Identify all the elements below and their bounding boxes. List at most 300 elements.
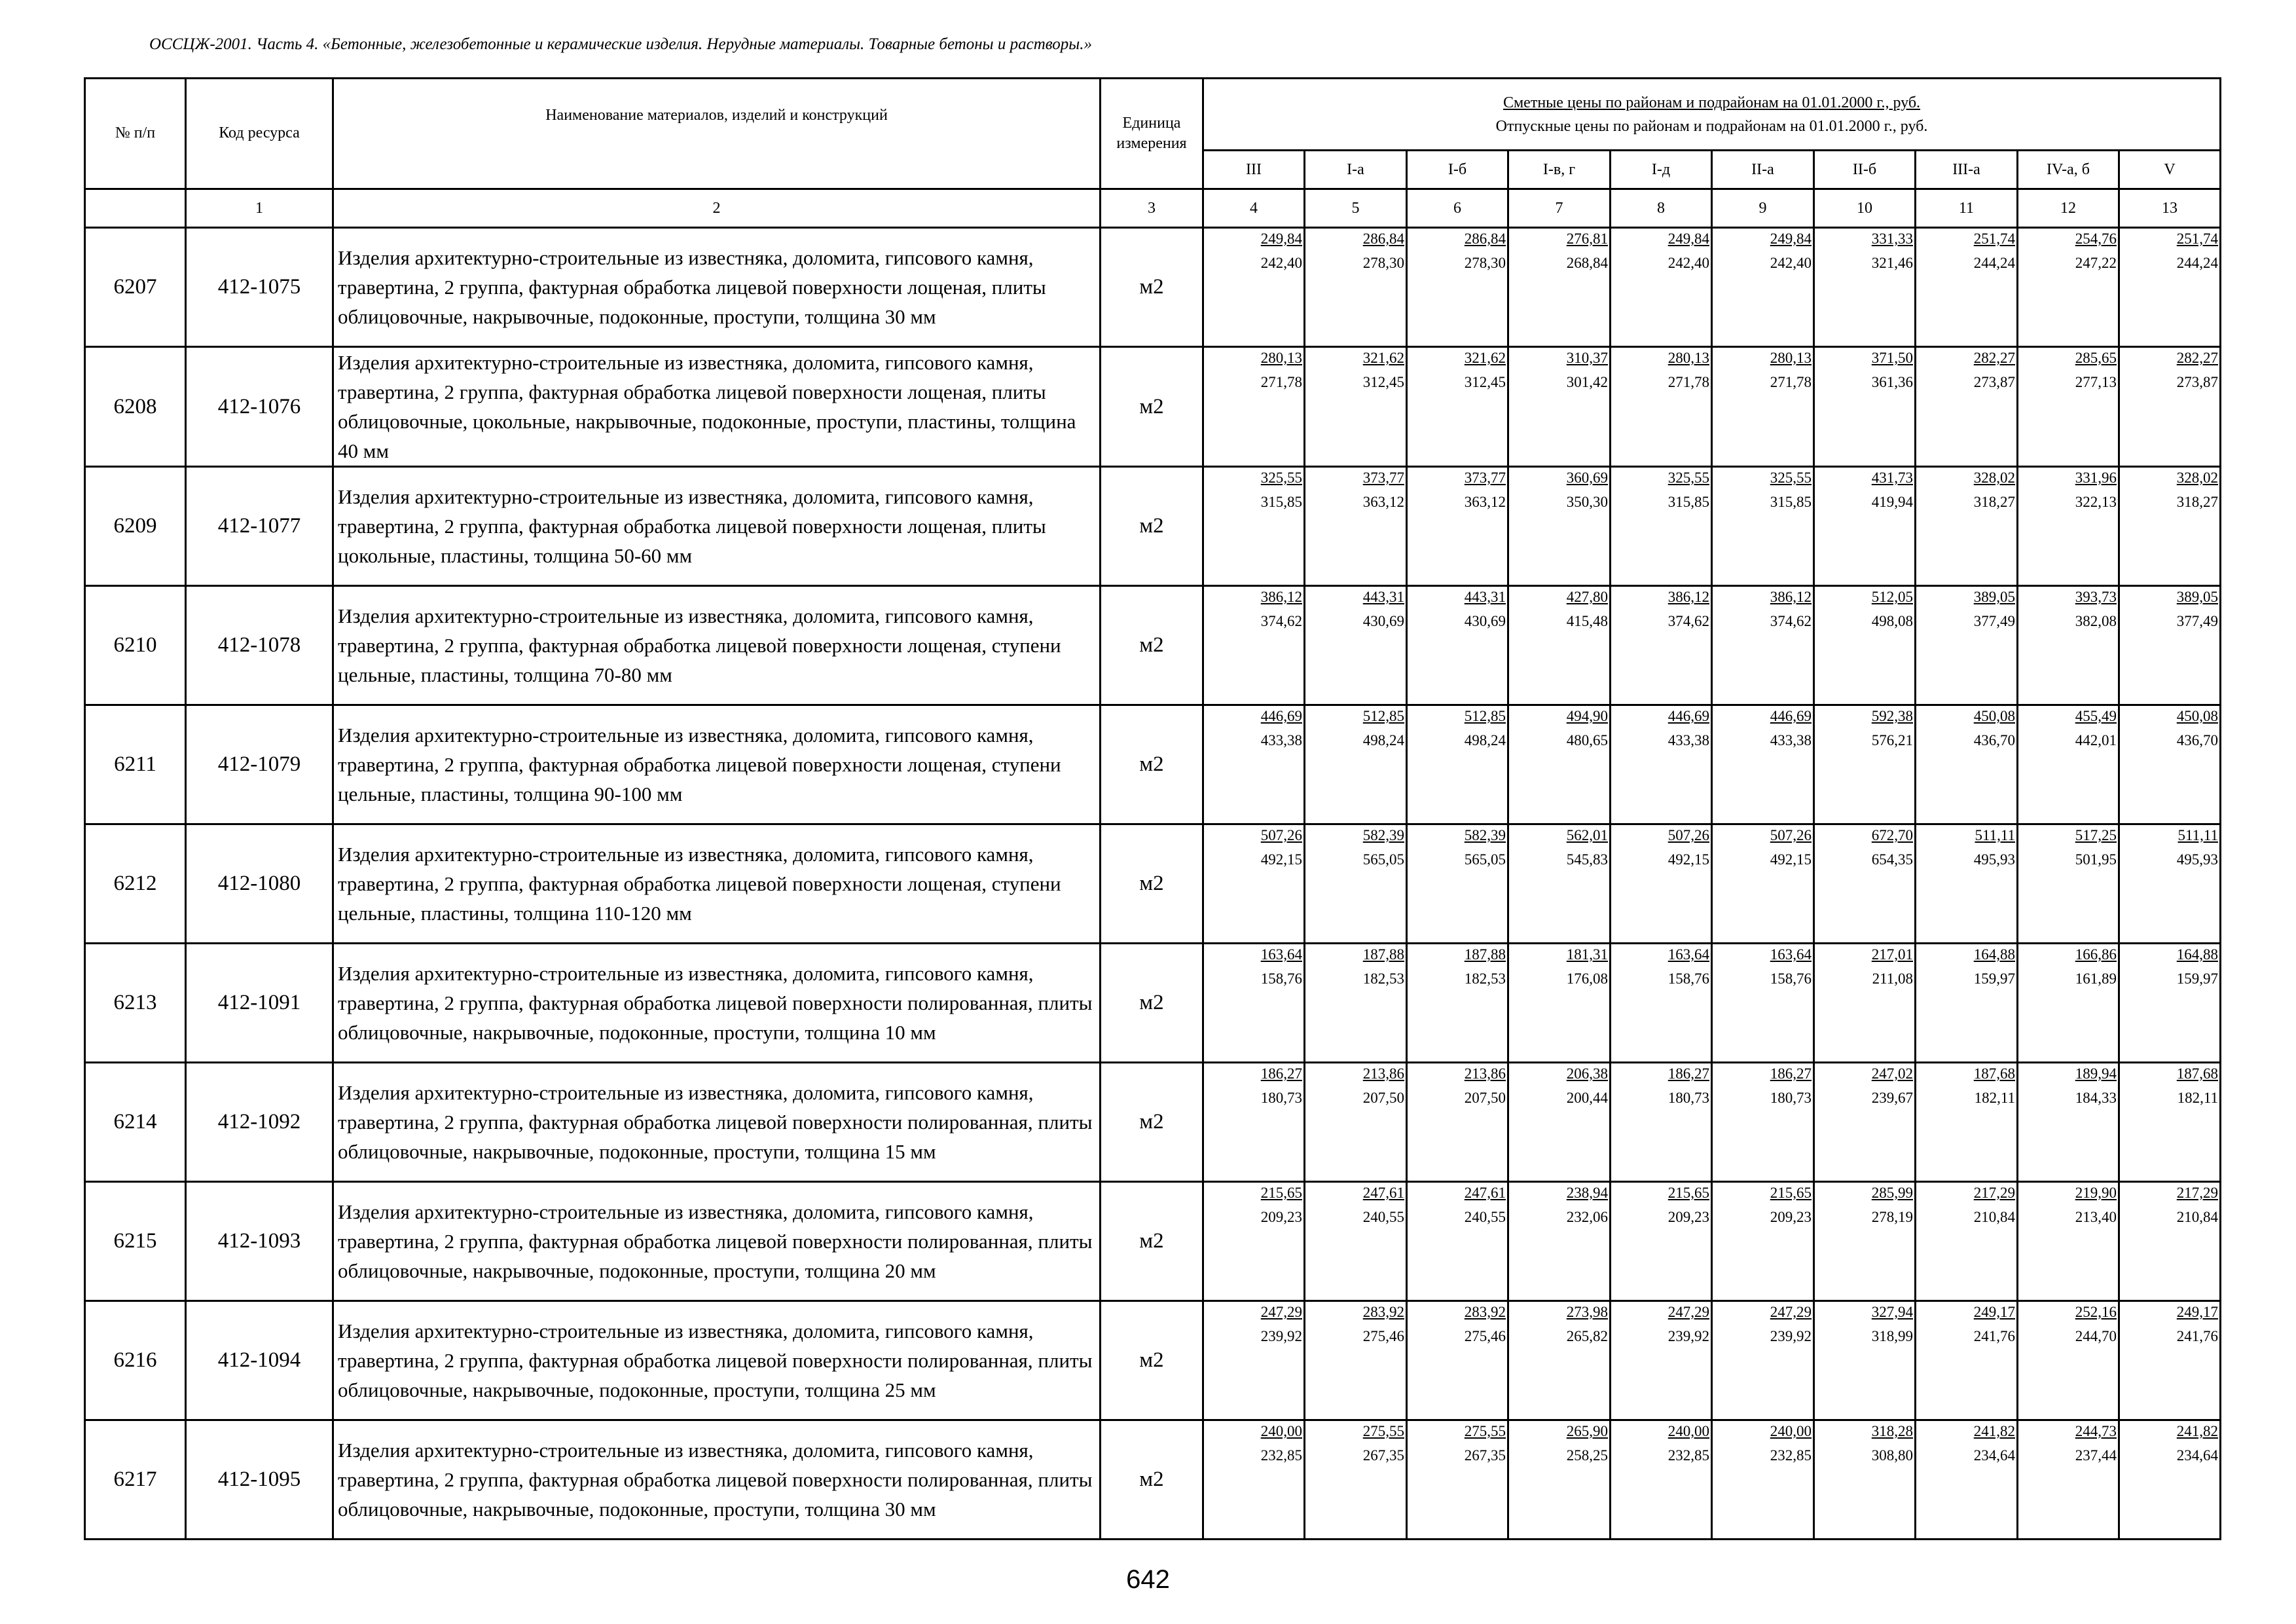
region-header: I-а — [1305, 151, 1407, 189]
estimate-price: 282,27 — [2176, 350, 2219, 366]
estimate-price: 166,86 — [2075, 946, 2117, 963]
estimate-price: 217,29 — [1973, 1185, 2015, 1201]
release-price: 184,33 — [2075, 1089, 2117, 1106]
release-price: 322,13 — [2075, 493, 2117, 510]
estimate-price: 592,38 — [1871, 708, 1913, 724]
release-price: 241,76 — [1973, 1327, 2015, 1344]
row-number: 6217 — [85, 1420, 186, 1540]
price-cell — [1407, 228, 1508, 347]
estimate-price: 446,69 — [1260, 708, 1302, 724]
release-price: 318,27 — [1973, 493, 2015, 510]
row-number: 6212 — [85, 824, 186, 944]
price-cell — [2119, 228, 2221, 347]
estimate-price: 282,27 — [1973, 350, 2015, 366]
resource-code: 412-1094 — [186, 1301, 333, 1420]
estimate-price: 215,65 — [1260, 1185, 1302, 1201]
price-cell — [1508, 467, 1611, 586]
release-price: 301,42 — [1566, 373, 1608, 390]
release-price: 244,70 — [2075, 1327, 2117, 1344]
column-number: 12 — [2018, 189, 2119, 228]
column-number: 7 — [1508, 189, 1611, 228]
estimate-price: 427,80 — [1566, 589, 1608, 605]
price-cell — [1916, 347, 2018, 467]
release-price: 492,15 — [1770, 851, 1812, 868]
material-name: Изделия архитектурно-строительные из известняка, доломита, гипсового камня, травертина, 2 группа, фактурная обработка лицевой поверхности полированная, плиты облицовочные, накрывочные, подоконные, проступи, толщина 10 мм — [333, 944, 1101, 1063]
estimate-price: 517,25 — [2075, 827, 2117, 843]
release-price: 240,55 — [1362, 1208, 1404, 1225]
release-price: 419,94 — [1871, 493, 1913, 510]
release-price: 433,38 — [1260, 731, 1302, 748]
estimate-price: 186,27 — [1260, 1065, 1302, 1082]
release-price: 442,01 — [2075, 731, 2117, 748]
price-cell — [1916, 228, 2018, 347]
resource-code: 412-1093 — [186, 1182, 333, 1301]
region-header: I-в, г — [1508, 151, 1611, 189]
material-name: Изделия архитектурно-строительные из известняка, доломита, гипсового камня, травертина, 2 группа, фактурная обработка лицевой поверхности лощеная, плиты цокольные, пластины, толщина 50-60 мм — [333, 467, 1101, 586]
page-number: 642 — [1126, 1565, 1170, 1594]
price-cell — [1814, 228, 1916, 347]
price-cell — [1611, 228, 1712, 347]
column-number: 13 — [2119, 189, 2221, 228]
column-number — [85, 189, 186, 228]
release-price: 242,40 — [1770, 254, 1812, 271]
release-price: 315,85 — [1770, 493, 1812, 510]
price-cell — [2119, 705, 2221, 824]
region-header: II-б — [1814, 151, 1916, 189]
release-price: 232,85 — [1770, 1447, 1812, 1464]
release-price: 480,65 — [1566, 731, 1608, 748]
estimate-price: 247,02 — [1871, 1065, 1913, 1082]
price-cell — [2119, 1182, 2221, 1301]
document-header-title: ОССЦЖ-2001. Часть 4. «Бетонные, железобетонные и керамические изделия. Нерудные материалы. Товарные бетоны и растворы.» — [149, 35, 1092, 53]
price-cell — [1712, 705, 1814, 824]
estimate-price: 249,17 — [1973, 1304, 2015, 1320]
estimate-price: 247,29 — [1667, 1304, 1709, 1320]
resource-code: 412-1080 — [186, 824, 333, 944]
price-cell — [1407, 1063, 1508, 1182]
price-table — [84, 77, 2221, 1540]
unit-of-measure: м2 — [1101, 586, 1203, 705]
price-cell — [1508, 1063, 1611, 1182]
release-price: 271,78 — [1260, 373, 1302, 390]
row-number: 6207 — [85, 228, 186, 347]
release-price: 158,76 — [1260, 970, 1302, 987]
price-cell — [1508, 944, 1611, 1063]
release-price: 501,95 — [2075, 851, 2117, 868]
material-name: Изделия архитектурно-строительные из известняка, доломита, гипсового камня, травертина, 2 группа, фактурная обработка лицевой поверхности полированная, плиты облицовочные, накрывочные, подоконные, проступи, толщина 30 мм — [333, 1420, 1101, 1540]
table-row — [85, 944, 2221, 1063]
estimate-price: 213,86 — [1464, 1065, 1506, 1082]
release-price: 382,08 — [2075, 612, 2117, 629]
header-prices-estimate: Сметные цены по районам и подрайонам на 01.01.2000 г., руб. — [1503, 94, 1921, 111]
release-price: 278,30 — [1464, 254, 1506, 271]
unit-of-measure: м2 — [1101, 347, 1203, 467]
column-number: 1 — [186, 189, 333, 228]
estimate-price: 373,77 — [1362, 470, 1404, 486]
price-cell — [1203, 1301, 1305, 1420]
estimate-price: 189,94 — [2075, 1065, 2117, 1082]
estimate-price: 286,84 — [1464, 231, 1506, 247]
release-price: 258,25 — [1566, 1447, 1608, 1464]
estimate-price: 446,69 — [1770, 708, 1812, 724]
material-name: Изделия архитектурно-строительные из известняка, доломита, гипсового камня, травертина, 2 группа, фактурная обработка лицевой поверхности лощеная, ступени цельные, пластины, толщина 110-120 мм — [333, 824, 1101, 944]
region-header: IV-а, б — [2018, 151, 2119, 189]
material-name: Изделия архитектурно-строительные из известняка, доломита, гипсового камня, травертина, 2 группа, фактурная обработка лицевой поверхности лощеная, плиты облицовочные, накрывочные, подоконные, проступи, толщина 30 мм — [333, 228, 1101, 347]
price-cell — [1203, 1182, 1305, 1301]
price-cell — [2119, 1301, 2221, 1420]
column-number: 9 — [1712, 189, 1814, 228]
release-price: 492,15 — [1260, 851, 1302, 868]
price-cell — [1203, 705, 1305, 824]
estimate-price: 280,13 — [1770, 350, 1812, 366]
release-price: 182,53 — [1464, 970, 1506, 987]
price-cell — [1508, 1182, 1611, 1301]
unit-of-measure: м2 — [1101, 824, 1203, 944]
estimate-price: 328,02 — [2176, 470, 2219, 486]
estimate-price: 283,92 — [1464, 1304, 1506, 1320]
release-price: 565,05 — [1464, 851, 1506, 868]
release-price: 240,55 — [1464, 1208, 1506, 1225]
estimate-price: 325,55 — [1260, 470, 1302, 486]
unit-of-measure: м2 — [1101, 1063, 1203, 1182]
header-name: Наименование материалов, изделий и конструкций — [333, 79, 1101, 189]
release-price: 275,46 — [1464, 1327, 1506, 1344]
estimate-price: 327,94 — [1871, 1304, 1913, 1320]
estimate-price: 247,29 — [1770, 1304, 1812, 1320]
release-price: 374,62 — [1667, 612, 1709, 629]
price-cell — [1508, 1420, 1611, 1540]
region-header: III-а — [1916, 151, 2018, 189]
estimate-price: 249,84 — [1260, 231, 1302, 247]
release-price: 210,84 — [2176, 1208, 2219, 1225]
estimate-price: 360,69 — [1566, 470, 1608, 486]
price-cell — [1305, 586, 1407, 705]
estimate-price: 310,37 — [1566, 350, 1608, 366]
release-price: 180,73 — [1770, 1089, 1812, 1106]
price-cell — [1203, 824, 1305, 944]
unit-of-measure: м2 — [1101, 1182, 1203, 1301]
release-price: 239,92 — [1770, 1327, 1812, 1344]
release-price: 207,50 — [1464, 1089, 1506, 1106]
price-cell — [2119, 467, 2221, 586]
price-cell — [1814, 1182, 1916, 1301]
price-cell — [1712, 467, 1814, 586]
price-cell — [2119, 1420, 2221, 1540]
estimate-price: 213,86 — [1362, 1065, 1404, 1082]
estimate-price: 241,82 — [1973, 1423, 2015, 1439]
estimate-price: 389,05 — [1973, 589, 2015, 605]
estimate-price: 455,49 — [2075, 708, 2117, 724]
price-cell — [1712, 1301, 1814, 1420]
release-price: 278,19 — [1871, 1208, 1913, 1225]
price-cell — [2018, 824, 2119, 944]
estimate-price: 494,90 — [1566, 708, 1608, 724]
table-row — [85, 228, 2221, 347]
release-price: 207,50 — [1362, 1089, 1404, 1106]
row-number: 6211 — [85, 705, 186, 824]
release-price: 213,40 — [2075, 1208, 2117, 1225]
price-cell — [1916, 467, 2018, 586]
release-price: 318,99 — [1871, 1327, 1913, 1344]
price-cell — [2119, 944, 2221, 1063]
column-number: 2 — [333, 189, 1101, 228]
estimate-price: 163,64 — [1770, 946, 1812, 963]
estimate-price: 276,81 — [1566, 231, 1608, 247]
release-price: 265,82 — [1566, 1327, 1608, 1344]
estimate-price: 164,88 — [1973, 946, 2015, 963]
estimate-price: 450,08 — [2176, 708, 2219, 724]
price-cell — [1305, 467, 1407, 586]
release-price: 271,78 — [1770, 373, 1812, 390]
table-row — [85, 1420, 2221, 1540]
price-cell — [1611, 467, 1712, 586]
release-price: 267,35 — [1362, 1447, 1404, 1464]
price-cell — [1203, 1420, 1305, 1540]
release-price: 545,83 — [1566, 851, 1608, 868]
estimate-price: 252,16 — [2075, 1304, 2117, 1320]
release-price: 318,27 — [2176, 493, 2219, 510]
price-cell — [1916, 824, 2018, 944]
resource-code: 412-1076 — [186, 347, 333, 467]
material-name: Изделия архитектурно-строительные из известняка, доломита, гипсового камня, травертина, 2 группа, фактурная обработка лицевой поверхности полированная, плиты облицовочные, накрывочные, подоконные, проступи, толщина 25 мм — [333, 1301, 1101, 1420]
price-cell — [1814, 944, 1916, 1063]
price-cell — [1407, 944, 1508, 1063]
release-price: 433,38 — [1667, 731, 1709, 748]
price-cell — [1916, 586, 2018, 705]
release-price: 492,15 — [1667, 851, 1709, 868]
row-number: 6216 — [85, 1301, 186, 1420]
release-price: 363,12 — [1464, 493, 1506, 510]
price-cell — [1305, 1301, 1407, 1420]
region-header: II-а — [1712, 151, 1814, 189]
release-price: 182,53 — [1362, 970, 1404, 987]
estimate-price: 163,64 — [1667, 946, 1709, 963]
estimate-price: 265,90 — [1566, 1423, 1608, 1439]
release-price: 161,89 — [2075, 970, 2117, 987]
release-price: 436,70 — [1973, 731, 2015, 748]
release-price: 498,24 — [1362, 731, 1404, 748]
estimate-price: 280,13 — [1667, 350, 1709, 366]
estimate-price: 247,61 — [1464, 1185, 1506, 1201]
estimate-price: 393,73 — [2075, 589, 2117, 605]
release-price: 363,12 — [1362, 493, 1404, 510]
estimate-price: 286,84 — [1362, 231, 1404, 247]
estimate-price: 511,11 — [1975, 827, 2015, 843]
row-number: 6215 — [85, 1182, 186, 1301]
price-cell — [1508, 1301, 1611, 1420]
release-price: 182,11 — [1974, 1089, 2015, 1106]
release-price: 232,85 — [1260, 1447, 1302, 1464]
price-cell — [1203, 586, 1305, 705]
estimate-price: 512,05 — [1871, 589, 1913, 605]
release-price: 321,46 — [1871, 254, 1913, 271]
resource-code: 412-1078 — [186, 586, 333, 705]
release-price: 271,78 — [1667, 373, 1709, 390]
price-cell — [1814, 1420, 1916, 1540]
estimate-price: 251,74 — [1973, 231, 2015, 247]
price-cell — [1814, 824, 1916, 944]
release-price: 315,85 — [1667, 493, 1709, 510]
release-price: 278,30 — [1362, 254, 1404, 271]
price-cell — [1305, 944, 1407, 1063]
price-cell — [2119, 347, 2221, 467]
price-cell — [1814, 1063, 1916, 1182]
price-cell — [2119, 1063, 2221, 1182]
region-header: III — [1203, 151, 1305, 189]
release-price: 242,40 — [1260, 254, 1302, 271]
price-cell — [1611, 944, 1712, 1063]
estimate-price: 240,00 — [1667, 1423, 1709, 1439]
estimate-price: 181,31 — [1566, 946, 1608, 963]
price-cell — [1407, 467, 1508, 586]
price-cell — [1814, 347, 1916, 467]
price-cell — [1712, 347, 1814, 467]
price-cell — [1203, 944, 1305, 1063]
estimate-price: 187,88 — [1464, 946, 1506, 963]
price-cell — [1305, 824, 1407, 944]
table-row — [85, 824, 2221, 944]
price-cell — [2018, 467, 2119, 586]
release-price: 234,64 — [2176, 1447, 2219, 1464]
release-price: 176,08 — [1566, 970, 1608, 987]
estimate-price: 273,98 — [1566, 1304, 1608, 1320]
price-cell — [1203, 228, 1305, 347]
price-cell — [2018, 1182, 2119, 1301]
material-name: Изделия архитектурно-строительные из известняка, доломита, гипсового камня, травертина, 2 группа, фактурная обработка лицевой поверхности лощеная, ступени цельные, пластины, толщина 70-80 мм — [333, 586, 1101, 705]
price-cell — [1712, 586, 1814, 705]
release-price: 268,84 — [1566, 254, 1608, 271]
release-price: 210,84 — [1973, 1208, 2015, 1225]
header-unit: Единица измерения — [1101, 79, 1203, 189]
release-price: 308,80 — [1871, 1447, 1913, 1464]
table-row — [85, 1182, 2221, 1301]
resource-code: 412-1095 — [186, 1420, 333, 1540]
estimate-price: 321,62 — [1464, 350, 1506, 366]
release-price: 242,40 — [1667, 254, 1709, 271]
estimate-price: 582,39 — [1464, 827, 1506, 843]
column-number: 11 — [1916, 189, 2018, 228]
price-cell — [1712, 944, 1814, 1063]
estimate-price: 285,65 — [2075, 350, 2117, 366]
estimate-price: 389,05 — [2176, 589, 2219, 605]
price-cell — [2018, 586, 2119, 705]
price-cell — [1407, 824, 1508, 944]
release-price: 247,22 — [2075, 254, 2117, 271]
price-cell — [1712, 228, 1814, 347]
release-price: 180,73 — [1260, 1089, 1302, 1106]
row-number: 6209 — [85, 467, 186, 586]
price-cell — [1508, 586, 1611, 705]
table-row — [85, 1301, 2221, 1420]
release-price: 576,21 — [1871, 731, 1913, 748]
estimate-price: 247,29 — [1260, 1304, 1302, 1320]
resource-code: 412-1075 — [186, 228, 333, 347]
estimate-price: 511,11 — [2178, 827, 2219, 843]
release-price: 232,06 — [1566, 1208, 1608, 1225]
price-cell — [1814, 586, 1916, 705]
release-price: 275,46 — [1362, 1327, 1404, 1344]
price-cell — [1611, 1301, 1712, 1420]
price-cell — [1305, 1182, 1407, 1301]
release-price: 209,23 — [1667, 1208, 1709, 1225]
resource-code: 412-1079 — [186, 705, 333, 824]
estimate-price: 507,26 — [1667, 827, 1709, 843]
estimate-price: 217,01 — [1871, 946, 1913, 963]
estimate-price: 283,92 — [1362, 1304, 1404, 1320]
release-price: 209,23 — [1770, 1208, 1812, 1225]
price-cell — [1916, 944, 2018, 1063]
estimate-price: 249,84 — [1770, 231, 1812, 247]
estimate-price: 371,50 — [1871, 350, 1913, 366]
material-name: Изделия архитектурно-строительные из известняка, доломита, гипсового камня, травертина, 2 группа, фактурная обработка лицевой поверхности лощеная, плиты облицовочные, цокольные, накрывочные, подоконные, проступи, пластины, толщина 40 мм — [333, 347, 1101, 467]
release-price: 415,48 — [1566, 612, 1608, 629]
unit-of-measure: м2 — [1101, 1301, 1203, 1420]
release-price: 209,23 — [1260, 1208, 1302, 1225]
release-price: 377,49 — [2176, 612, 2219, 629]
release-price: 430,69 — [1362, 612, 1404, 629]
estimate-price: 249,17 — [2176, 1304, 2219, 1320]
table-row — [85, 467, 2221, 586]
price-cell — [1305, 705, 1407, 824]
release-price: 273,87 — [1973, 373, 2015, 390]
release-price: 267,35 — [1464, 1447, 1506, 1464]
release-price: 495,93 — [2176, 851, 2219, 868]
header-prices-release: Отпускные цены по районам и подрайонам на 01.01.2000 г., руб. — [1495, 117, 1928, 135]
price-cell — [2119, 824, 2221, 944]
release-price: 180,73 — [1667, 1089, 1709, 1106]
release-price: 277,13 — [2075, 373, 2117, 390]
price-cell — [1203, 1063, 1305, 1182]
price-cell — [2018, 347, 2119, 467]
price-cell — [1916, 705, 2018, 824]
price-cell — [1611, 824, 1712, 944]
price-cell — [2018, 228, 2119, 347]
estimate-price: 386,12 — [1667, 589, 1709, 605]
release-price: 159,97 — [2176, 970, 2219, 987]
estimate-price: 240,00 — [1770, 1423, 1812, 1439]
header-prices — [1203, 79, 2221, 151]
resource-code: 412-1092 — [186, 1063, 333, 1182]
release-price: 159,97 — [1973, 970, 2015, 987]
release-price: 237,44 — [2075, 1447, 2117, 1464]
price-cell — [1814, 705, 1916, 824]
estimate-price: 325,55 — [1667, 470, 1709, 486]
estimate-price: 507,26 — [1260, 827, 1302, 843]
material-name: Изделия архитектурно-строительные из известняка, доломита, гипсового камня, травертина, 2 группа, фактурная обработка лицевой поверхности полированная, плиты облицовочные, накрывочные, подоконные, проступи, толщина 20 мм — [333, 1182, 1101, 1301]
estimate-price: 217,29 — [2176, 1185, 2219, 1201]
estimate-price: 443,31 — [1362, 589, 1404, 605]
estimate-price: 318,28 — [1871, 1423, 1913, 1439]
price-cell — [1611, 1063, 1712, 1182]
price-cell — [1407, 705, 1508, 824]
estimate-price: 241,82 — [2176, 1423, 2219, 1439]
price-cell — [1712, 1420, 1814, 1540]
release-price: 430,69 — [1464, 612, 1506, 629]
release-price: 312,45 — [1464, 373, 1506, 390]
price-cell — [1407, 1182, 1508, 1301]
region-header: I-б — [1407, 151, 1508, 189]
resource-code: 412-1077 — [186, 467, 333, 586]
estimate-price: 238,94 — [1566, 1185, 1608, 1201]
price-cell — [1611, 1420, 1712, 1540]
release-price: 232,85 — [1667, 1447, 1709, 1464]
release-price: 436,70 — [2176, 731, 2219, 748]
release-price: 200,44 — [1566, 1089, 1608, 1106]
price-cell — [1611, 586, 1712, 705]
estimate-price: 512,85 — [1362, 708, 1404, 724]
column-number: 6 — [1407, 189, 1508, 228]
release-price: 158,76 — [1770, 970, 1812, 987]
